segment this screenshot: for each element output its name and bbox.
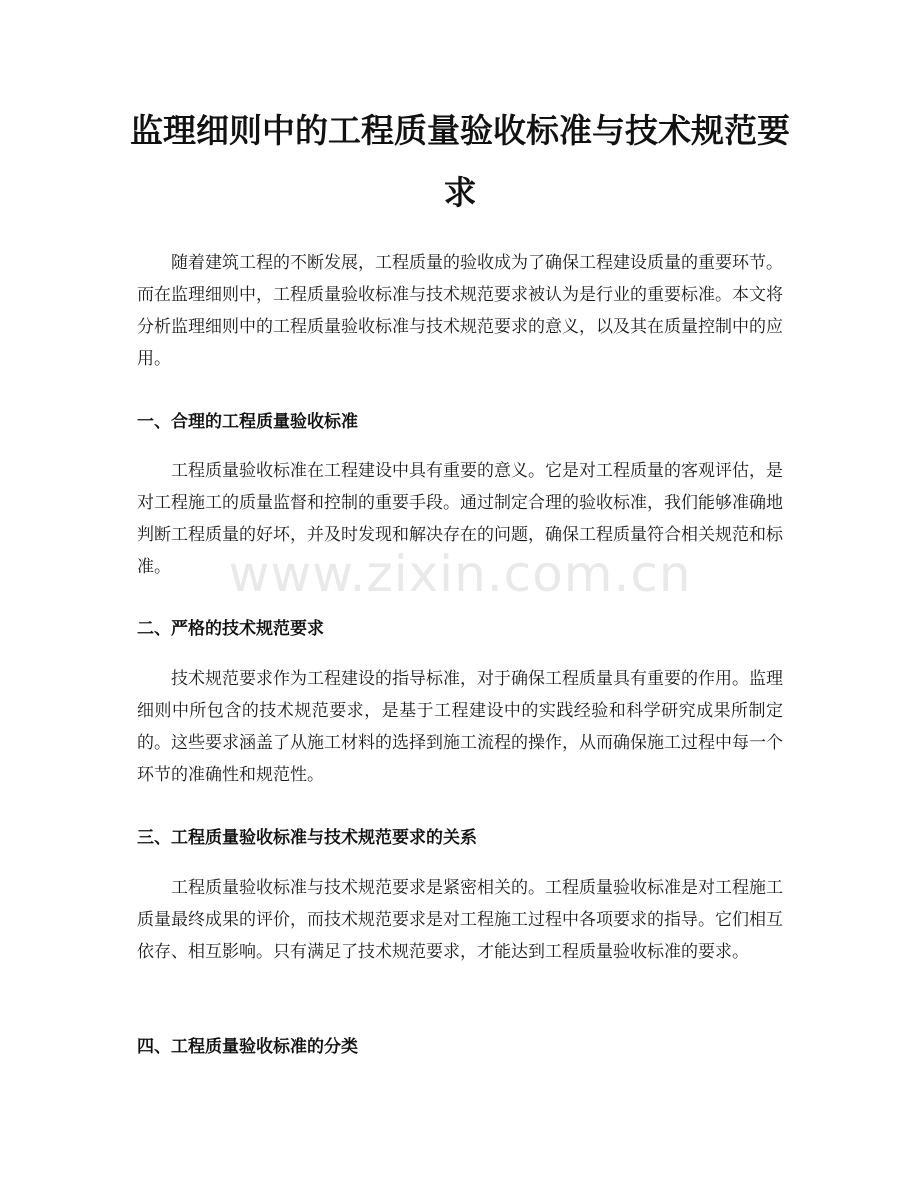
section-2-paragraph: 技术规范要求作为工程建设的指导标准，对于确保工程质量具有重要的作用。监理细则中所包含的技术规范要求，是基于工程建设中的实践经验和科学研究成果所制定的。这些要求涵盖了从施工材料的选择到施工流程的操作，从而确保施工过程中每一个环节的准确性和规范性。: [137, 669, 783, 785]
section-1-heading: 一、合理的工程质量验收标准: [137, 412, 358, 432]
section-2-heading: 二、严格的技术规范要求: [137, 619, 324, 639]
watermark: www.zixin.com.cn: [228, 545, 692, 603]
section-3-paragraph: 工程质量验收标准与技术规范要求是紧密相关的。工程质量验收标准是对工程施工质量最终成果的评价，而技术规范要求是对工程施工过程中各项要求的指导。它们相互依存、相互影响。只有满足了技术规范要求，才能达到工程质量验收标准的要求。: [137, 878, 783, 962]
section-3-heading: 三、工程质量验收标准与技术规范要求的关系: [137, 828, 477, 848]
document-title: 监理细则中的工程质量验收标准与技术规范要求: [130, 111, 790, 212]
section-4-heading: 四、工程质量验收标准的分类: [137, 1037, 358, 1057]
section-1-paragraph: 工程质量验收标准在工程建设中具有重要的意义。它是对工程质量的客观评估，是对工程施工的质量监督和控制的重要手段。通过制定合理的验收标准，我们能够准确地判断工程质量的好坏，并及时发现和解决存在的问题，确保工程质量符合相关规范和标准。: [137, 461, 783, 577]
intro-paragraph: 随着建筑工程的不断发展，工程质量的验收成为了确保工程建设质量的重要环节。而在监理细则中，工程质量验收标准与技术规范要求被认为是行业的重要标准。本文将分析监理细则中的工程质量验收标准与技术规范要求的意义，以及其在质量控制中的应用。: [137, 253, 783, 369]
